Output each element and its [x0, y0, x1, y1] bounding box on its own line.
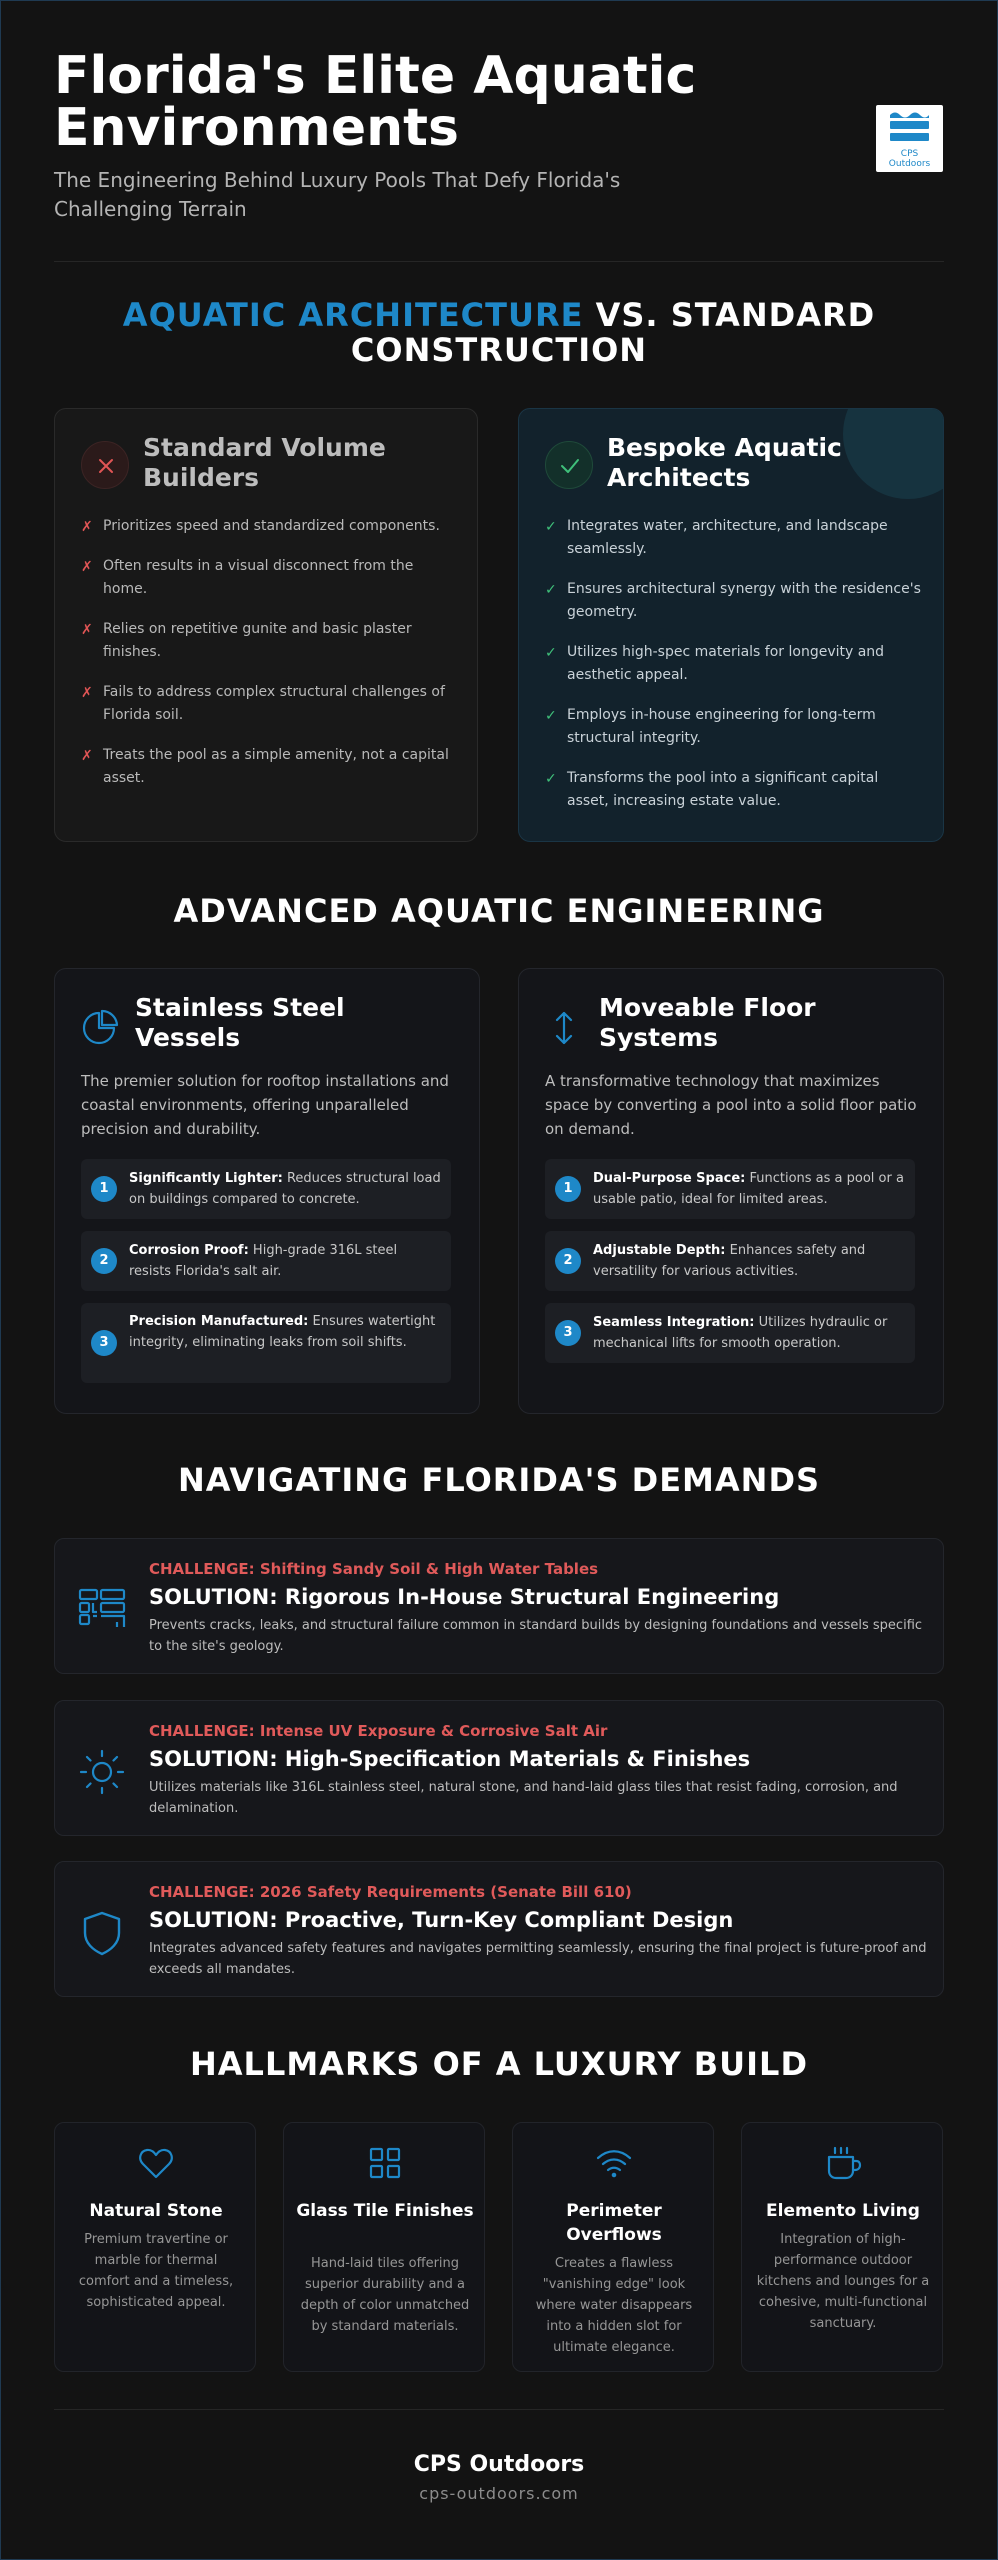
hallmark-title: Perimeter Overflows: [566, 2201, 662, 2245]
demands-title: NAVIGATING FLORIDA'S DEMANDS: [177, 1461, 821, 1499]
list-item: [81, 681, 457, 727]
check-icon: ✓: [545, 771, 557, 787]
feature-label: Significantly Lighter:: [129, 1171, 283, 1186]
comparison-title-accent: AQUATIC ARCHITECTURE: [122, 296, 584, 334]
hallmark-title: Natural Stone: [89, 2201, 223, 2221]
feature-text: [129, 1168, 441, 1210]
feature-body: Ensures watertight integrity, eliminating leaks from soil shifts.: [129, 1314, 436, 1350]
list-item: [81, 618, 457, 664]
close-icon: [82, 442, 130, 490]
page-subtitle: The Engineering Behind Luxury Pools That Defy Florida's Challenging Terrain: [54, 168, 621, 221]
hallmark-description: Hand-laid tiles offering superior durability and a depth of color unmatched by standard materials.: [300, 2256, 470, 2334]
heart-icon: [136, 2143, 176, 2183]
list-item: [545, 704, 921, 750]
feature-label: Corrosion Proof:: [129, 1243, 249, 1258]
feature-number: 2: [91, 1248, 117, 1274]
floor-description: A transformative technology that maximizes space by converting a pool into a solid floor patio on demand.: [545, 1072, 917, 1138]
list-item-text: Employs in-house engineering for long-term structural integrity.: [567, 707, 876, 746]
feature-text: [593, 1240, 905, 1282]
challenge-card: [54, 1538, 944, 1674]
bespoke-heading: Bespoke Aquatic Architects: [607, 433, 842, 492]
list-item-text: Transforms the pool into a significant capital asset, increasing estate value.: [567, 770, 879, 809]
hallmark-card: [741, 2122, 943, 2372]
x-badge: [81, 441, 129, 489]
hallmark-description: Integration of high-performance outdoor kitchens and lounges for a cohesive, multi-functional sanctuary.: [756, 2232, 930, 2331]
list-item: [545, 578, 921, 624]
list-item-text: Relies on repetitive gunite and basic plaster finishes.: [103, 621, 412, 660]
steel-description: The premier solution for rooftop installations and coastal environments, offering unparalleled precision and durability.: [81, 1072, 449, 1138]
divider: [54, 261, 944, 262]
page-title: Florida's Elite Aquatic Environments: [54, 46, 697, 158]
hallmarks-title: HALLMARKS OF A LUXURY BUILD: [190, 2045, 808, 2083]
logo-bar: [890, 121, 929, 129]
steel-heading: Stainless Steel Vessels: [135, 993, 345, 1052]
hallmark-card: [283, 2122, 485, 2372]
pie-chart-icon: [81, 1009, 119, 1047]
feature-item: [81, 1231, 451, 1291]
feature-number: 2: [555, 1248, 581, 1274]
feature-number: 1: [555, 1176, 581, 1202]
standard-heading: Standard Volume Builders: [143, 433, 386, 492]
list-item: [545, 767, 921, 813]
check-icon: [546, 442, 594, 490]
feature-item: [545, 1231, 915, 1291]
solution-label: SOLUTION: Proactive, Turn-Key Compliant Design: [149, 1908, 734, 1932]
cross-icon: ✗: [81, 559, 93, 575]
solution-description: Utilizes materials like 316L stainless steel, natural stone, and hand-laid glass tiles that resist fading, corrosion, and delamination.: [149, 1780, 898, 1816]
feature-body: Enhances safety and versatility for various activities.: [593, 1243, 866, 1279]
footer-company: CPS Outdoors: [413, 2452, 585, 2477]
hallmark-description: Premium travertine or marble for thermal comfort and a timeless, sophisticated appeal.: [78, 2232, 234, 2310]
hallmark-card: [512, 2122, 714, 2372]
solution-label: SOLUTION: High-Specification Materials & Finishes: [149, 1747, 751, 1771]
grid-icon: [365, 2143, 405, 2183]
logo-wave-icon: [890, 110, 929, 118]
list-item-text: Ensures architectural synergy with the residence's geometry.: [567, 581, 921, 620]
engineering-title: ADVANCED AQUATIC ENGINEERING: [173, 892, 825, 930]
cross-icon: ✗: [81, 622, 93, 638]
feature-text: [593, 1168, 905, 1210]
logo-text: Outdoors: [888, 159, 931, 169]
list-item: [545, 515, 921, 561]
challenge-label: CHALLENGE: 2026 Safety Requirements (Senate Bill 610): [149, 1883, 632, 1901]
cross-icon: ✗: [81, 748, 93, 764]
shield-icon: [77, 1908, 127, 1958]
feature-label: Seamless Integration:: [593, 1315, 755, 1330]
cross-icon: ✗: [81, 519, 93, 535]
check-icon: ✓: [545, 519, 557, 535]
list-item: [81, 555, 457, 601]
feature-label: Adjustable Depth:: [593, 1243, 726, 1258]
hallmark-description: Creates a flawless "vanishing edge" look where water disappears into a hidden slot for ultimate elegance.: [535, 2256, 693, 2355]
blueprint-icon: [77, 1585, 127, 1635]
logo-text: CPS: [900, 149, 919, 159]
feature-number: 3: [91, 1330, 117, 1356]
feature-body: High-grade 316L steel resists Florida's salt air.: [129, 1243, 398, 1279]
feature-label: Precision Manufactured:: [129, 1314, 309, 1329]
cup-icon: [823, 2143, 863, 2183]
solution-description: Integrates advanced safety features and navigates permitting seamlessly, ensuring the final project is future-proof and exceeds all mandates.: [149, 1941, 927, 1977]
feature-item: [545, 1159, 915, 1219]
check-icon: ✓: [545, 645, 557, 661]
list-item-text: Prioritizes speed and standardized components.: [103, 518, 440, 534]
floor-heading: Moveable Floor Systems: [599, 993, 816, 1052]
feature-text: [593, 1312, 905, 1354]
challenge-label: CHALLENGE: Intense UV Exposure & Corrosive Salt Air: [149, 1722, 608, 1740]
list-item-text: Fails to address complex structural challenges of Florida soil.: [103, 684, 445, 723]
feature-item: [81, 1303, 451, 1383]
logo-bar: [890, 133, 929, 141]
standard-list: [81, 515, 457, 807]
list-item-text: Utilizes high-spec materials for longevity and aesthetic appeal.: [567, 644, 885, 683]
list-item: [545, 641, 921, 687]
feature-number: 3: [555, 1320, 581, 1346]
list-item: [81, 515, 457, 538]
divider: [54, 2409, 944, 2410]
check-icon: ✓: [545, 582, 557, 598]
feature-number: 1: [91, 1176, 117, 1202]
check-icon: ✓: [545, 708, 557, 724]
moveable-floor-card: [518, 968, 944, 1414]
cross-icon: ✗: [81, 685, 93, 701]
hallmark-title: Elemento Living: [766, 2201, 920, 2221]
list-item-text: Integrates water, architecture, and landscape seamlessly.: [567, 518, 888, 557]
challenge-card: [54, 1700, 944, 1836]
solution-label: SOLUTION: Rigorous In-House Structural Engineering: [149, 1585, 780, 1609]
sun-icon: [77, 1747, 127, 1797]
list-item-text: Treats the pool as a simple amenity, not a capital asset.: [103, 747, 449, 786]
list-item: [81, 744, 457, 790]
bespoke-list: [545, 515, 921, 830]
feature-item: [545, 1303, 915, 1363]
feature-text: [129, 1311, 441, 1353]
company-logo: [876, 105, 943, 172]
hallmark-card: [54, 2122, 256, 2372]
feature-body: Utilizes hydraulic or mechanical lifts for smooth operation.: [593, 1315, 888, 1351]
feature-body: Reduces structural load on buildings compared to concrete.: [129, 1171, 441, 1207]
challenge-label: CHALLENGE: Shifting Sandy Soil & High Water Tables: [149, 1560, 599, 1578]
footer-website-link[interactable]: cps-outdoors.com: [419, 2484, 579, 2503]
feature-text: [129, 1240, 441, 1282]
challenge-card: [54, 1861, 944, 1997]
feature-label: Dual-Purpose Space:: [593, 1171, 746, 1186]
standard-builders-card: [54, 408, 478, 842]
vertical-arrows-icon: [545, 1009, 583, 1047]
hallmark-title: Glass Tile Finishes: [296, 2201, 474, 2221]
feature-item: [81, 1159, 451, 1219]
bespoke-architects-card: [518, 408, 944, 842]
waves-icon: [594, 2143, 634, 2183]
comparison-title: [54, 298, 944, 368]
stainless-steel-card: [54, 968, 480, 1414]
comparison-title-rest: VS. STANDARD CONSTRUCTION: [350, 296, 876, 369]
list-item-text: Often results in a visual disconnect from the home.: [103, 558, 414, 597]
check-badge: [545, 441, 593, 489]
feature-body: Functions as a pool or a usable patio, ideal for limited areas.: [593, 1171, 904, 1207]
solution-description: Prevents cracks, leaks, and structural failure common in standard builds by designing foundations and vessels specific to the site's geology.: [149, 1618, 923, 1654]
